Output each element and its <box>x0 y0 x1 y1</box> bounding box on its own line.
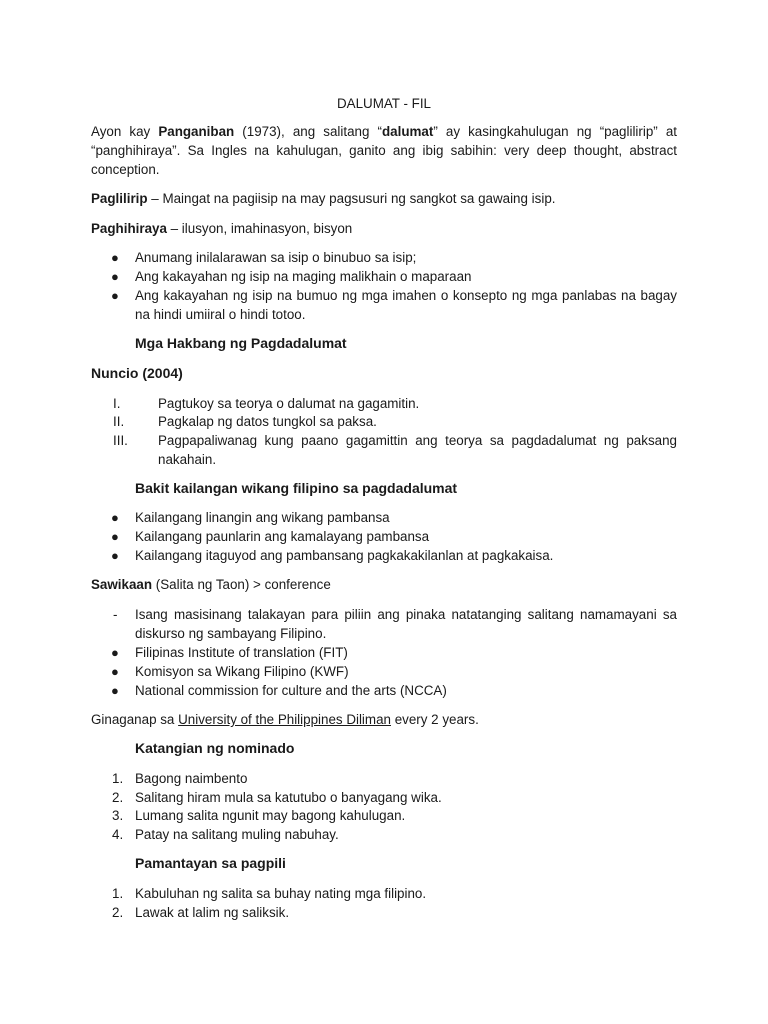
number-marker: 2. <box>112 905 124 920</box>
list-item: Anumang inilalarawan sa isip o binubuo sa isip; <box>135 250 417 265</box>
number-marker: 3. <box>112 808 124 823</box>
ginaganap-place-link[interactable]: University of the Philippines Diliman <box>178 712 391 727</box>
list-item: Lumang salita ngunit may bagong kahulugan. <box>135 808 406 823</box>
step-text: Pagkalap ng datos tungkol sa paksa. <box>158 414 377 429</box>
pamantayan-heading: Pamantayan sa pagpili <box>135 855 286 871</box>
bullet-marker: ● <box>111 288 119 303</box>
list-item: Ang kakayahan ng isip na maging malikhain o maparaan <box>135 269 472 284</box>
hakbang-heading: Mga Hakbang ng Pagdadalumat <box>135 335 347 351</box>
list-item: Lawak at lalim ng saliksik. <box>135 905 290 920</box>
intro-text-3: ” ay kasingkahulugan ng “paglilirip” at “panghihiraya”. Sa Ingles na kahulugan, ganito ang ibig sabihin: very deep thought, abstract conception. <box>91 124 678 177</box>
paglilirip-term: Paglilirip <box>91 191 148 206</box>
bakit-heading: Bakit kailangan wikang filipino sa pagdadalumat <box>135 480 458 496</box>
list-item: National commission for culture and the arts (NCCA) <box>135 683 447 698</box>
number-marker: 2. <box>112 790 124 805</box>
paghihiraya-def: – ilusyon, imahinasyon, bisyon <box>166 221 353 236</box>
paglilirip-def: – Maingat na pagiisip na may pagsusuri ng sangkot sa gawaing isip. <box>147 191 556 206</box>
step-marker: III. <box>113 433 128 448</box>
paghihiraya-definition <box>91 219 677 238</box>
list-item: Kabuluhan ng salita sa buhay nating mga filipino. <box>135 886 427 901</box>
intro-name: Panganiban <box>158 124 235 139</box>
sawikaan-line <box>91 575 677 594</box>
list-item: Patay na salitang muling nabuhay. <box>135 827 339 842</box>
list-item: Filipinas Institute of translation (FIT) <box>135 645 348 660</box>
bullet-marker: ● <box>111 645 119 660</box>
ginaganap-text-1: Ginaganap sa <box>91 712 179 727</box>
bullet-marker: ● <box>111 529 119 544</box>
intro-text-1: Ayon kay <box>91 124 159 139</box>
ginaganap-line <box>91 710 677 729</box>
step-marker: I. <box>113 396 121 411</box>
list-item: Kailangang itaguyod ang pambansang pagkakakilanlan at pagkakaisa. <box>135 548 554 563</box>
katangian-heading: Katangian ng nominado <box>135 740 295 756</box>
bullet-marker: ● <box>111 664 119 679</box>
dash-marker: - <box>113 607 118 622</box>
number-marker: 1. <box>112 771 124 786</box>
hakbang-source: Nuncio (2004) <box>91 365 183 381</box>
step-text: Pagtukoy sa teorya o dalumat na gagamitin. <box>158 396 420 411</box>
number-marker: 4. <box>112 827 124 842</box>
step-text: Pagpapaliwanag kung paano gagamittin ang teorya sa pagdadalumat ng paksang nakahain. <box>158 433 677 467</box>
intro-term: dalumat <box>381 124 434 139</box>
intro-text-2: (1973), ang salitang “ <box>234 124 382 139</box>
bullet-marker: ● <box>111 250 119 265</box>
bullet-marker: ● <box>111 683 119 698</box>
sawikaan-term: Sawikaan <box>91 577 153 592</box>
sawikaan-rest: (Salita ng Taon) > conference <box>152 577 331 592</box>
list-item: Bagong naimbento <box>135 771 248 786</box>
number-marker: 1. <box>112 886 124 901</box>
bullet-marker: ● <box>111 548 119 563</box>
ginaganap-text-2: every 2 years. <box>390 712 479 727</box>
paglilirip-definition <box>91 189 677 208</box>
list-item: Kailangang paunlarin ang kamalayang pambansa <box>135 529 430 544</box>
list-item: Isang masisinang talakayan para piliin ang pinaka natatanging salitang namamayani sa diskurso ng sambayang Filipino. <box>135 607 677 641</box>
document-title: DALUMAT - FIL <box>337 96 431 111</box>
list-item: Salitang hiram mula sa katutubo o banyagang wika. <box>135 790 442 805</box>
bullet-marker: ● <box>111 269 119 284</box>
step-marker: II. <box>113 414 125 429</box>
list-item: Ang kakayahan ng isip na bumuo ng mga imahen o konsepto ng mga panlabas na bagay na hindi umiiral o hindi totoo. <box>135 288 677 322</box>
paghihiraya-term: Paghihiraya <box>91 221 167 236</box>
list-item: Komisyon sa Wikang Filipino (KWF) <box>135 664 349 679</box>
bullet-marker: ● <box>111 510 119 525</box>
list-item: Kailangang linangin ang wikang pambansa <box>135 510 390 525</box>
intro-paragraph <box>91 122 677 179</box>
